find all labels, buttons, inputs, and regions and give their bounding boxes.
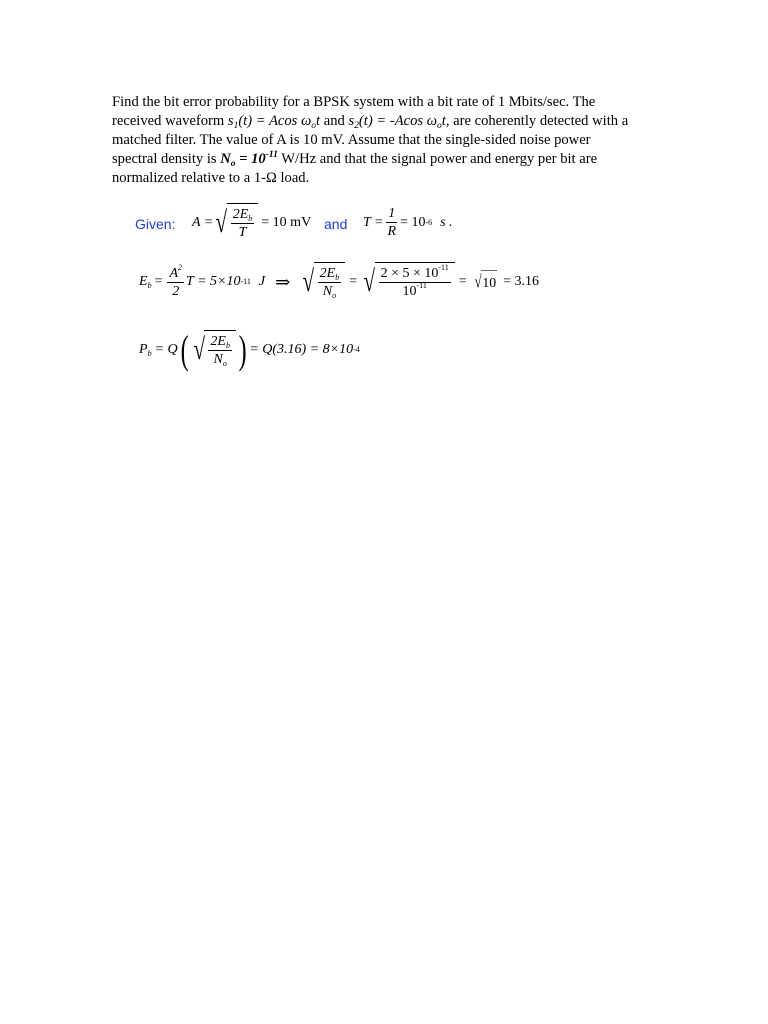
sqrt-sign: √ $\frac{2 \times 5 \times 10^{-11}}{10^{-11}}$ (361, 262, 455, 302)
and-label: and (324, 216, 348, 232)
right-paren: ) (238, 327, 247, 372)
sqrt-sign: √ $\frac{2E_b}{T}$ (213, 203, 258, 243)
problem-statement (112, 93, 657, 188)
implies-arrow: ⇒ (275, 271, 291, 292)
sqrt-sign: √ $\frac{2E_b}{N_o}$ (300, 262, 345, 302)
sqrt-sign: √ 10 (473, 270, 497, 294)
problem-line-2 (112, 112, 657, 131)
problem-line-1: Find the bit error probability for a BPSK system with a bit rate of 1 Mbits/sec. The (112, 94, 596, 110)
s1-symbol: $s_1(t) = Acos$ $\omega_ot$ (227, 113, 321, 131)
problem-text: , are coherently detected with a (445, 113, 629, 129)
eq1-lhs: A = (192, 215, 214, 230)
given-label: Given: (135, 216, 176, 232)
eq2-rhs: = 10 (400, 214, 426, 230)
equation-period: T = $\frac{1}{R}$ = 10 -6 s . (363, 206, 453, 239)
pb-result: = Q(3.16) = 8×10 (249, 342, 354, 357)
eq1-rhs: = 10 mV (261, 215, 312, 230)
problem-line-5: normalized relative to a 1-Ω load. (112, 170, 310, 186)
problem-text: and (320, 113, 349, 129)
equation-bit-error-probability: $P_b$ = Q ( √ $\frac{2E_b}{N_o}$ ) = Q(3.16) = 8×10 -4 (139, 327, 360, 372)
eq2-lhs: T = (363, 214, 384, 230)
snr-result: = 3.16 (503, 274, 540, 289)
s2-symbol: $s_2(t) = -Acos$ $\omega_ot$ (348, 113, 446, 131)
problem-line-4: spectral density is $N_o = 10^{-11}$ W/Hz and that the signal power and energy per bit are (112, 150, 598, 169)
noise-density-symbol: $N_o = 10^{-11}$ (220, 150, 278, 169)
left-paren: ( (180, 327, 189, 372)
sqrt-sign: √ $\frac{2E_b}{N_o}$ (191, 330, 236, 370)
problem-line-3: matched filter. The value of A is 10 mV. Assume that the single-sided noise power (112, 132, 591, 148)
equation-amplitude (192, 203, 311, 243)
equation-energy: $E_b$ = $\frac{A^2}{2}$ T = 5×10 -11 J ⇒ √ $\frac{2E_b}{N_o}$ = √ $\frac{2 \times 5 \times 10^{-11}}{10^{-11}}$ = √ 10 = 3.16 (139, 262, 540, 300)
problem-text: received waveform (112, 113, 228, 129)
eq2-unit: s . (440, 214, 453, 230)
